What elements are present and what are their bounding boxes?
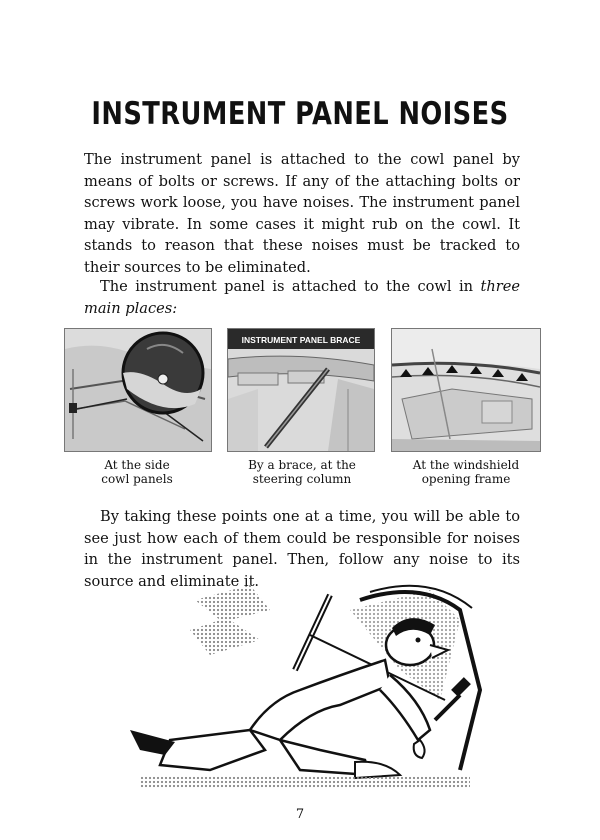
page-title: INSTRUMENT PANEL NOISES [91, 96, 509, 132]
attachment-paragraph [84, 276, 520, 319]
mechanic-cartoon-illustration [100, 580, 520, 790]
windshield-frame-photo [391, 328, 541, 452]
caption-line: At the windshield [412, 458, 520, 472]
page-number: 7 [295, 807, 305, 822]
caption-windshield [391, 458, 541, 486]
caption-line: opening frame [421, 472, 511, 486]
caption-line: steering column [252, 472, 352, 486]
side-cowl-panel-photo [64, 328, 212, 452]
caption-brace [227, 458, 377, 486]
caption-side-cowl [64, 458, 210, 486]
caption-line: cowl panels [101, 472, 173, 486]
panel-brace-label: INSTRUMENT PANEL BRACE [241, 335, 361, 345]
caption-line: At the side [104, 458, 170, 472]
caption-line: By a brace, at the [248, 458, 356, 472]
panel-brace-photo [227, 328, 375, 452]
intro-paragraph: The instrument panel is attached to the cowl panel by means of bolts or screws. If any of the attaching bolts or screws work loose, you have noises. The instrument panel may vibrate. In some cases it might rub on the cowl. It stands to reason that these noises must be tracked to their sources to be eliminated. [84, 151, 520, 276]
attachment-emphasis-text: three main places: [84, 278, 520, 317]
closing-paragraph: By taking these points one at a time, you will be able to see just how each of them could be responsible for noises in the instrument panel. Then, follow any noise to its source and eliminate it. [84, 508, 520, 590]
attachment-lead-text: The instrument panel is attached to the cowl in [100, 278, 481, 295]
